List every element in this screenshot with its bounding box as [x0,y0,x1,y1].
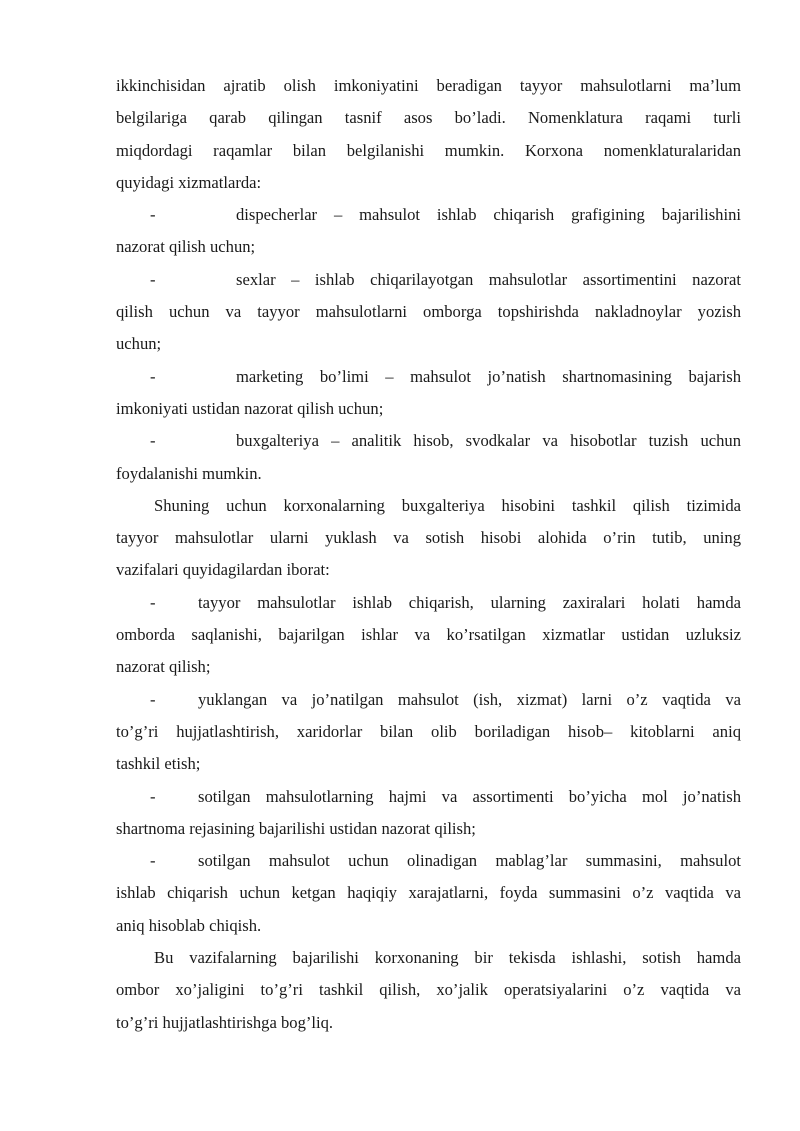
intro-line-4: quyidagi xizmatlarda: [116,172,262,192]
list-item [116,684,741,781]
list-dash: - [150,269,156,289]
list-item-rest: nazorat qilish uchun; [116,237,256,257]
list-dash: - [150,592,156,612]
list-dash: - [150,851,156,871]
list-item [116,199,741,264]
list-item [116,425,741,490]
list-item [116,264,741,361]
paragraph [116,942,741,1039]
paragraph-line: vazifalari quyidagilardan iborat: [116,560,330,580]
list-item [116,361,741,426]
intro-paragraph [116,70,741,199]
list-item-lead: dispecherlar – mahsulot ishlab chiqarish grafigining bajarilishini [236,205,741,225]
list-item-rest: foydalanishi mumkin. [116,463,262,483]
list-dash: - [150,205,156,225]
list-item [116,845,741,942]
intro-line-2: belgilariga qarab qilingan tasnif asos bo’ladi. Nomenklatura raqami turli [116,108,741,128]
list-dash: - [150,431,156,451]
list-item-lead: sotilgan mahsulot uchun olinadigan mablag’lar summasini, mahsulot [198,851,741,871]
list-item-rest: ishlab chiqarish uchun ketgan haqiqiy xarajatlarni, foyda summasini o’z vaqtida va [116,883,741,903]
document-page [116,70,741,1039]
intro-line-1: ikkinchisidan ajratib olish imkoniyatini beradigan tayyor mahsulotlarni ma’lum [116,76,741,95]
list-item-rest: tashkil etish; [116,754,201,774]
list-item-rest: qilish uchun va tayyor mahsulotlarni omborga topshirishda nakladnoylar yozish [116,302,741,322]
paragraph-line: tayyor mahsulotlar ularni yuklash va sotish hisobi alohida o’rin tutib, uning [116,528,741,548]
list-item [116,781,741,846]
paragraph [116,490,741,587]
paragraph-line: ombor xo’jaligini to’g’ri tashkil qilish, xo’jalik operatsiyalarini o’z vaqtida va [116,980,741,1000]
list-dash: - [150,786,156,806]
paragraph-line: Bu vazifalarning bajarilishi korxonaning bir tekisda ishlashi, sotish hamda [154,948,741,968]
list-item-rest: shartnoma rejasining bajarilishi ustidan nazorat qilish; [116,818,476,838]
list-item-lead: buxgalteriya – analitik hisob, svodkalar va hisobotlar tuzish uchun [236,431,741,451]
list-dash: - [150,366,156,386]
list-item-lead: sotilgan mahsulotlarning hajmi va assortimenti bo’yicha mol jo’natish [198,786,741,806]
intro-line-3: miqdordagi raqamlar bilan belgilanishi mumkin. Korxona nomenklaturalaridan [116,140,741,160]
list-item-rest: uchun; [116,334,162,354]
list-item-rest: to’g’ri hujjatlashtirish, xaridorlar bilan olib boriladigan hisob– kitoblarni aniq [116,721,741,741]
list-item [116,587,741,684]
paragraph-line: Shuning uchun korxonalarning buxgalteriya hisobini tashkil qilish tizimida [154,495,741,515]
list-item-lead: sexlar – ishlab chiqarilayotgan mahsulotlar assortimentini nazorat [236,269,741,289]
list-dash: - [150,689,156,709]
paragraph-line: to’g’ri hujjatlashtirishga bog’liq. [116,1012,334,1032]
list-item-rest: nazorat qilish; [116,657,211,677]
list-item-lead: yuklangan va jo’natilgan mahsulot (ish, xizmat) larni o’z vaqtida va [198,689,741,709]
list-item-lead: marketing bo’limi – mahsulot jo’natish shartnomasining bajarish [236,366,741,386]
list-item-rest: omborda saqlanishi, bajarilgan ishlar va ko’rsatilgan xizmatlar ustidan uzluksiz [116,625,741,645]
list-item-rest: imkoniyati ustidan nazorat qilish uchun; [116,398,384,418]
list-item-lead: tayyor mahsulotlar ishlab chiqarish, ularning zaxiralari holati hamda [198,592,741,612]
list-item-rest: aniq hisoblab chiqish. [116,915,262,935]
